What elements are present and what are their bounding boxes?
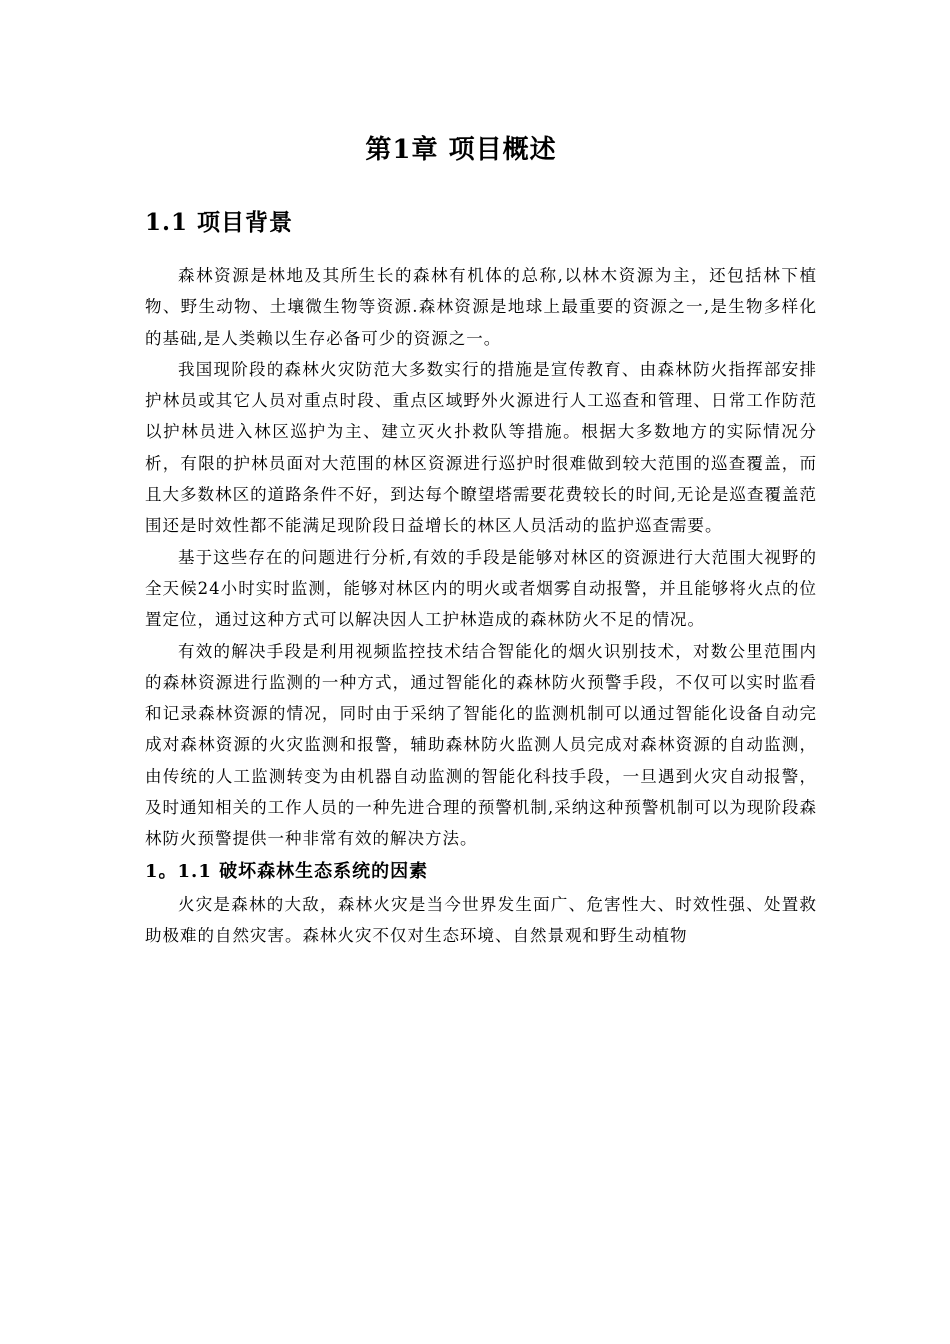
paragraph: 火灾是森林的大敌，森林火灾是当今世界发生面广、危害性大、时效性强、处置救助极难的自然灾害。森林火灾不仅对生态环境、自然景观和野生动植物 [145, 894, 817, 945]
section-heading: 1.1 项目背景 [145, 209, 294, 236]
paragraph: 森林资源是林地及其所生长的森林有机体的总称,以林木资源为主，还包括林下植物、野生动物、土壤微生物等资源.森林资源是地球上最重要的资源之一,是生物多样化的基础,是人类赖以生存必备可少的资源之一。 [145, 266, 817, 348]
paragraph: 有效的解决手段是利用视频监控技术结合智能化的烟火识别技术，对数公里范围内的森林资源进行监测的一种方式，通过智能化的森林防火预警手段，不仅可以实时监看和记录森林资源的情况，同时由于采纳了智能化的监测机制可以通过智能化设备自动完成对森林资源的火灾监测和报警，辅助森林防火监测人员完成对森林资源的自动监测，由传统的人工监测转变为由机器自动监测的智能化科技手段，一旦遇到火灾自动报警，及时通知相关的工作人员的一种先进合理的预警机制,采纳这种预警机制可以为现阶段森林防火预警提供一种非常有效的解决方法。 [145, 641, 817, 849]
document-body [145, 260, 817, 951]
subsection-heading: 1。1.1 破坏森林生态系统的因素 [145, 860, 429, 882]
paragraph: 基于这些存在的问题进行分析,有效的手段是能够对林区的资源进行大范围大视野的全天候24小时实时监测，能够对林区内的明火或者烟雾自动报警，并且能够将火点的位置定位，通过这种方式可以解决因人工护林造成的森林防火不足的情况。 [145, 547, 817, 630]
chapter-title: 第1章 项目概述 [365, 135, 557, 165]
paragraph: 我国现阶段的森林火灾防范大多数实行的措施是宣传教育、由森林防火指挥部安排护林员或其它人员对重点时段、重点区域野外火源进行人工巡查和管理、日常工作防范以护林员进入林区巡护为主、建立灭火扑救队等措施。根据大多数地方的实际情况分析，有限的护林员面对大范围的林区资源进行巡护时很难做到较大范围的巡查覆盖，而且大多数林区的道路条件不好，到达每个瞭望塔需要花费较长的时间,无论是巡查覆盖范围还是时效性都不能满足现阶段日益增长的林区人员活动的监护巡查需要。 [145, 359, 817, 536]
